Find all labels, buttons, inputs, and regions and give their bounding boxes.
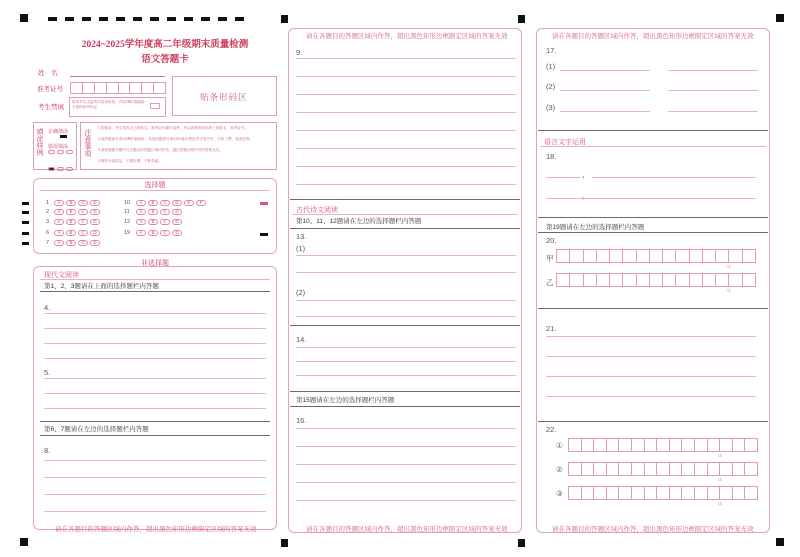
- q22-count-3: 15: [718, 502, 722, 506]
- right-dark-1: [538, 130, 768, 131]
- q22-grid-2[interactable]: [568, 462, 758, 476]
- q18-label: 18.: [546, 152, 557, 161]
- right-line-a: [540, 146, 766, 147]
- q16-line-1[interactable]: [296, 428, 516, 429]
- choice-row-7[interactable]: 7 A B C D: [46, 240, 102, 246]
- q9-line-7[interactable]: [296, 166, 516, 167]
- note-101112: 第10、11、12题请在左边的选择题栏内答题: [296, 218, 422, 225]
- notice-item-4: 4.保持卡面清洁，不要折叠、不要弄破。: [98, 159, 162, 163]
- q20-yi-label: 乙: [546, 278, 554, 287]
- q18-line-1b[interactable]: [592, 177, 756, 178]
- q8-line-3[interactable]: [44, 494, 266, 495]
- q13-1-label: (1): [296, 244, 306, 253]
- corner-mark-bottom-mid1: [281, 539, 288, 547]
- corner-mark-top-left: [20, 14, 28, 22]
- q14-line-2[interactable]: [296, 361, 516, 362]
- left-answer-panel: [33, 266, 277, 530]
- q17-label: 17.: [546, 46, 557, 55]
- q13-line-4[interactable]: [296, 316, 516, 317]
- top-timing-marks: [48, 17, 258, 22]
- q16-line-5[interactable]: [296, 500, 516, 501]
- corner-mark-bottom-right: [776, 538, 784, 546]
- q16-line-4[interactable]: [296, 482, 516, 483]
- q20-label: 20.: [546, 236, 557, 245]
- ancient-reading-label: 古代诗文阅读: [296, 206, 338, 214]
- mid-dark-5: [290, 406, 520, 407]
- choice-row-19[interactable]: 19 A B C D: [124, 230, 184, 236]
- q22-grid-3[interactable]: [568, 486, 758, 500]
- fill-example-label: 填涂样例: [36, 128, 44, 156]
- q17-1-line-a[interactable]: [560, 70, 650, 71]
- q14-line-1[interactable]: [296, 347, 516, 348]
- right-dark-5: [538, 421, 768, 422]
- fill-correct-label: 正确填涂: [48, 129, 69, 135]
- fill-wrong-samples2: [48, 158, 75, 176]
- q21-line-1[interactable]: [546, 336, 756, 337]
- left-line: [40, 279, 270, 280]
- q18-line-2[interactable]: [546, 198, 756, 199]
- q9-line-5[interactable]: [296, 130, 516, 131]
- q9-line-3[interactable]: [296, 94, 516, 95]
- choice-section-title: 选择题: [144, 181, 166, 189]
- note-15: 第15题请在左边的选择题栏内答题: [296, 397, 395, 404]
- fill-wrong-samples: [48, 150, 75, 156]
- choice-row-1[interactable]: 1 A B C D: [46, 200, 102, 206]
- mid-dark-2: [290, 228, 520, 229]
- q5-line-3[interactable]: [44, 408, 266, 409]
- fill-wrong-label: 错误填涂: [48, 144, 69, 150]
- right-dark-3: [538, 232, 768, 233]
- q8-line-1[interactable]: [44, 460, 266, 461]
- corner-mark-top-right: [776, 14, 784, 22]
- name-label: 姓 名: [38, 70, 58, 77]
- row-mark-4: [22, 232, 29, 235]
- q14-label: 14.: [296, 335, 307, 344]
- q22-c2-label: ②: [556, 465, 563, 474]
- q8-line-2[interactable]: [44, 477, 266, 478]
- mid-dark-3: [290, 325, 520, 326]
- absent-mark-box[interactable]: [150, 103, 160, 109]
- mid-dark-1: [290, 199, 520, 200]
- q18-comma-1: ，: [582, 170, 590, 179]
- q18-line-1a[interactable]: [546, 177, 580, 178]
- forbidden-label: 考生禁填: [38, 104, 64, 111]
- note-19: 第19题请在左边的选择题栏内答题: [546, 224, 645, 231]
- q17-3-label: (3): [546, 103, 556, 112]
- q5-label: 5.: [44, 368, 51, 377]
- notice-item-2: 2.选择题部分请用2B铅笔填涂；非选择题部分请用0.5毫米黑色签字笔书写，字体工整、笔迹清楚。: [98, 137, 254, 141]
- corner-mark-bottom-mid2: [518, 539, 525, 547]
- q22-c3-label: ③: [556, 489, 563, 498]
- q4-line-1[interactable]: [44, 313, 266, 314]
- fill-correct-sample: [60, 135, 67, 138]
- q16-line-2[interactable]: [296, 446, 516, 447]
- modern-reading-label: 现代文阅读: [44, 271, 79, 279]
- exam-no-label: 准考证号: [37, 86, 63, 93]
- q17-1-label: (1): [546, 62, 556, 71]
- q9-line-1[interactable]: [296, 58, 516, 59]
- q9-line-8[interactable]: [296, 184, 516, 185]
- mid-line-a: [292, 214, 518, 215]
- row-mark-1: [22, 202, 29, 205]
- row-mark-3: [22, 221, 29, 224]
- q4-line-2[interactable]: [44, 328, 266, 329]
- note-123: 第1、2、3题请在上面的选择题栏内答题: [44, 283, 159, 290]
- right-footer: 请在各题目的答题区域内作答，超出黑色矩形边框限定区域的答案无效: [552, 526, 754, 533]
- q8-line-4[interactable]: [44, 511, 266, 512]
- q13-2-label: (2): [296, 288, 306, 297]
- mid-dark-4: [290, 391, 520, 392]
- row-mark-5: [22, 242, 29, 245]
- left-dark-1: [40, 291, 270, 292]
- q20-yi-grid[interactable]: [556, 273, 756, 287]
- q17-1-line-b[interactable]: [668, 70, 758, 71]
- q21-line-3[interactable]: [546, 376, 756, 377]
- right-mark-2: [260, 233, 268, 236]
- left-footer: 请在各题目的答题区域内作答，超出黑色矩形边框限定区域的答案无效: [55, 526, 257, 533]
- q13-label: 13.: [296, 232, 307, 241]
- nonchoice-title: 非选择题: [141, 259, 169, 267]
- q13-line-2[interactable]: [296, 272, 516, 273]
- forbidden-note: 缺考考生由监考员贴条形码，并用2B铅笔填涂右面的缺考标记: [72, 100, 145, 109]
- corner-mark-top-mid2: [518, 15, 525, 23]
- choice-row-6[interactable]: 6 A B C D: [46, 230, 102, 236]
- choice-row-10[interactable]: 10 A B C D E F: [124, 200, 208, 206]
- q21-label: 21.: [546, 324, 557, 333]
- q20-yi-count: 15: [727, 289, 731, 293]
- q22-count-2: 15: [718, 478, 722, 482]
- q9-line-2[interactable]: [296, 76, 516, 77]
- q14-line-3[interactable]: [296, 375, 516, 376]
- choice-row-3[interactable]: 3 A B C D: [46, 219, 102, 225]
- q4-line-3[interactable]: [44, 343, 266, 344]
- notice-label: 注意事项: [84, 129, 92, 157]
- q22-c1-label: ①: [556, 441, 563, 450]
- right-dark-2: [538, 217, 768, 218]
- choice-row-11[interactable]: 11 A B C D: [124, 209, 184, 215]
- q4-label: 4.: [44, 303, 51, 312]
- choice-row-2[interactable]: 2 A B C D: [46, 209, 102, 215]
- q17-2-label: (2): [546, 82, 556, 91]
- q18-comma-2: ，: [582, 191, 590, 200]
- q20-jia-label: 甲: [546, 254, 554, 263]
- choice-title-divider: [40, 190, 270, 191]
- q13-line-3[interactable]: [296, 300, 516, 301]
- language-use-label: 语言文字运用: [544, 138, 586, 146]
- exam-no-grid[interactable]: [70, 82, 166, 94]
- q21-line-2[interactable]: [546, 356, 756, 357]
- left-dark-3: [40, 435, 270, 436]
- barcode-label: 贴条形码区: [200, 92, 248, 102]
- q16-label: 16.: [296, 416, 307, 425]
- q17-2-line-a[interactable]: [560, 90, 650, 91]
- corner-mark-top-mid1: [281, 15, 288, 23]
- note-67: 第6、7题请在左边的选择题栏内答题: [44, 426, 149, 433]
- q16-line-3[interactable]: [296, 464, 516, 465]
- right-dark-4: [538, 308, 768, 309]
- left-dark-2: [40, 421, 270, 422]
- q5-line-1[interactable]: [44, 378, 266, 379]
- q17-3-line-b[interactable]: [668, 111, 758, 112]
- q9-label: 9.: [296, 48, 303, 57]
- middle-footer: 请在各题目的答题区域内作答，超出黑色矩形边框限定区域的答案无效: [306, 526, 508, 533]
- q4-line-4[interactable]: [44, 358, 266, 359]
- card-title: 2024~2025学年度高二年级期末质量检测: [81, 40, 249, 50]
- right-header: 请在各题目的答题区域内作答，超出黑色矩形边框限定区域的答案无效: [552, 33, 754, 40]
- q8-label: 8.: [44, 446, 51, 455]
- q22-grid-1[interactable]: [568, 438, 758, 452]
- notice-item-3: 3.请按照题号顺序在各题目的答题区域内作答，超出答题区域书写的答案无效。: [98, 148, 223, 152]
- q9-line-6[interactable]: [296, 148, 516, 149]
- card-subtitle: 语文答题卡: [141, 55, 189, 65]
- name-field[interactable]: [70, 76, 165, 77]
- q13-line-1[interactable]: [296, 255, 516, 256]
- q5-line-2[interactable]: [44, 393, 266, 394]
- right-mark-1: [260, 202, 268, 205]
- q22-label: 22.: [546, 425, 557, 434]
- choice-row-12[interactable]: 12 A B C D: [124, 219, 184, 225]
- middle-answer-panel: [288, 28, 522, 533]
- middle-header: 请在各题目的答题区域内作答，超出黑色矩形边框限定区域的答案无效: [306, 33, 508, 40]
- q20-jia-count: 15: [727, 265, 731, 269]
- q21-line-4[interactable]: [546, 396, 756, 397]
- row-mark-2: [22, 211, 29, 214]
- q17-2-line-b[interactable]: [668, 90, 758, 91]
- q17-3-line-a[interactable]: [560, 111, 650, 112]
- corner-mark-bottom-left: [20, 538, 28, 546]
- notice-item-1: 1.答题前，考生先将自己的姓名、准考证号填写清楚，并认真核准条形码上的姓名、准考证号。: [98, 126, 249, 130]
- q9-line-4[interactable]: [296, 112, 516, 113]
- q22-count-1: 15: [718, 454, 722, 458]
- q20-jia-grid[interactable]: [556, 249, 756, 263]
